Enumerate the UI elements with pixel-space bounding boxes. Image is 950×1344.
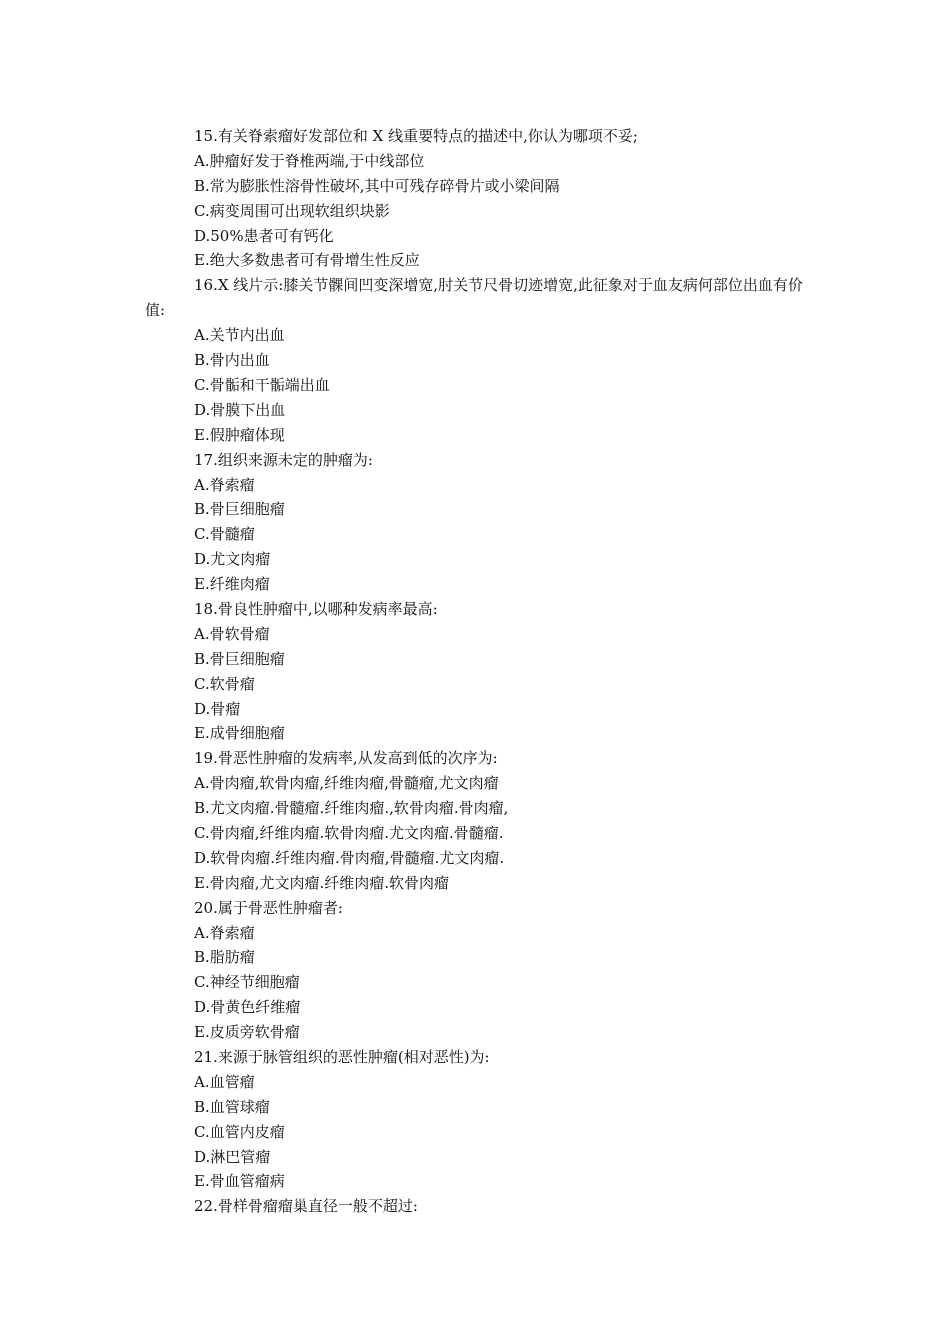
answer-option: C.骨肉瘤,纤维肉瘤.软骨肉瘤.尤文肉瘤.骨髓瘤. (194, 823, 504, 842)
answer-option: D.50%患者可有钙化 (194, 226, 334, 245)
answer-option: D.骨膜下出血 (194, 400, 286, 419)
answer-option: C.骨骺和干骺端出血 (194, 375, 330, 394)
answer-option: E.骨肉瘤,尤文肉瘤.纤维肉瘤.软骨肉瘤 (194, 873, 450, 892)
answer-option: D.淋巴管瘤 (194, 1147, 271, 1166)
answer-option: C.软骨瘤 (194, 674, 255, 693)
answer-option: C.病变周围可出现软组织块影 (194, 201, 390, 220)
answer-option: B.尤文肉瘤.骨髓瘤.纤维肉瘤.,软骨肉瘤.骨肉瘤, (194, 799, 509, 818)
question-list (145, 124, 815, 1219)
answer-option: D.骨瘤 (194, 699, 241, 718)
answer-option: C.骨髓瘤 (194, 525, 255, 544)
question-stem: 22.骨样骨瘤瘤巢直径一般不超过: (194, 1197, 418, 1216)
question-stem: 15.有关脊索瘤好发部位和 X 线重要特点的描述中,你认为哪项不妥; (194, 127, 638, 145)
answer-option: B.骨巨细胞瘤 (194, 500, 285, 519)
answer-option: B.脂肪瘤 (194, 948, 255, 967)
answer-option: A.骨软骨瘤 (194, 624, 270, 643)
answer-option: E.骨血管瘤病 (194, 1172, 285, 1191)
answer-option: A.脊索瘤 (194, 475, 255, 494)
answer-option: D.软骨肉瘤.纤维肉瘤.骨肉瘤,骨髓瘤.尤文肉瘤. (194, 848, 505, 867)
question-stem: 17.组织来源未定的肿瘤为: (194, 450, 373, 469)
answer-option: B.血管球瘤 (194, 1097, 270, 1116)
answer-option: A.脊索瘤 (194, 923, 255, 942)
question-stem: 19.骨恶性肿瘤的发病率,从发高到低的次序为: (194, 749, 498, 768)
question-stem: 18.骨良性肿瘤中,以哪种发病率最高: (194, 599, 438, 618)
answer-option: E.假肿瘤体现 (194, 425, 285, 444)
answer-option: C.神经节细胞瘤 (194, 973, 300, 992)
answer-option: D.骨黄色纤维瘤 (194, 998, 301, 1017)
answer-option: E.成骨细胞瘤 (194, 724, 285, 743)
answer-option: A.骨肉瘤,软骨肉瘤,纤维肉瘤,骨髓瘤,尤文肉瘤 (194, 774, 499, 793)
answer-option: B.常为膨胀性溶骨性破坏,其中可残存碎骨片或小梁间隔 (194, 176, 560, 195)
answer-option: D.尤文肉瘤 (194, 550, 271, 569)
answer-option: B.骨内出血 (194, 351, 270, 370)
answer-option: B.骨巨细胞瘤 (194, 649, 285, 668)
answer-option: C.血管内皮瘤 (194, 1122, 285, 1141)
answer-option: A.关节内出血 (194, 326, 285, 345)
answer-option: E.绝大多数患者可有骨增生性反应 (194, 251, 420, 270)
answer-option: E.皮质旁软骨瘤 (194, 1023, 300, 1042)
answer-option: A.肿瘤好发于脊椎两端,于中线部位 (194, 151, 425, 170)
question-stem: 16.X 线片示:膝关节髁间凹变深增宽,肘关节尺骨切迹增宽,此征象对于血友病何部位出血有价值: (145, 276, 803, 320)
answer-option: E.纤维肉瘤 (194, 575, 270, 594)
question-stem: 21.来源于脉管组织的恶性肿瘤(相对恶性)为: (194, 1047, 490, 1066)
question-stem: 20.属于骨恶性肿瘤者: (194, 898, 343, 917)
answer-option: A.血管瘤 (194, 1072, 255, 1091)
